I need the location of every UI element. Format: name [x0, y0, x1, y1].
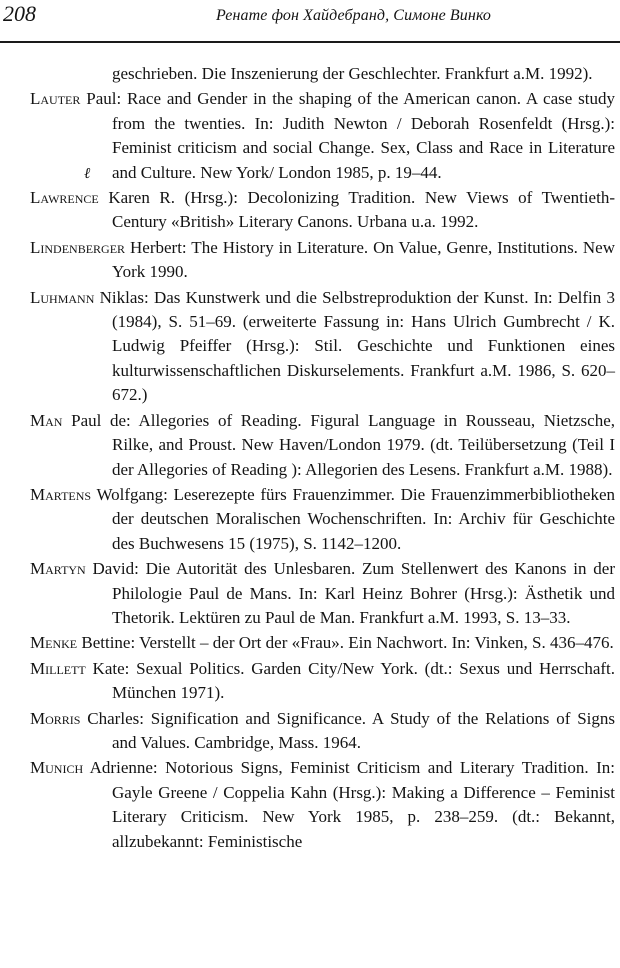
entry-author: Lauter — [30, 89, 81, 109]
page-header — [0, 0, 620, 44]
bibliography-entry — [0, 631, 615, 655]
entry-author: Martyn — [30, 559, 86, 579]
entry-author: Lindenberger — [30, 237, 126, 257]
margin-mark: ℓ — [84, 166, 91, 182]
entry-text: Kate: Sexual Politics. Garden City/New York. (dt.: Sexus und Herrschaft. München 1971). — [85, 658, 615, 703]
entry-text: Karen R. (Hrsg.): Decolonizing Tradition. New Views of Twentieth-Century «British» Literary Canons. Urbana u.a. 1992. — [98, 188, 615, 232]
entry-author: Menke — [30, 633, 78, 653]
bibliography-entry — [0, 409, 615, 482]
page-number: 208 — [3, 1, 36, 26]
bibliography-entry — [0, 236, 615, 285]
entry-author: Munich — [30, 758, 84, 778]
entry-text: Herbert: The History in Literature. On Value, Genre, Institutions. New York 1990. — [112, 237, 615, 282]
running-head: Ренате фон Хайдебранд, Симоне Винко — [216, 7, 492, 24]
entry-text: Niklas: Das Kunstwerk und die Selbstreproduktion der Kunst. In: Delfin 3 (1984), S. 51–69. (erweiterte Fassung in: Hans Ulrich Gumbrecht / K. Ludwig Pfeiffer (Hrsg.): Stil. Geschichte und Funktionen eines kulturwissenschaftlichen Diskurselements. Frankfurt a.M. 1986, S. 620–672.) — [94, 287, 615, 405]
bibliography-entry — [0, 286, 615, 408]
entry-text: Paul: Race and Gender in the shaping of the American canon. A case study from the twenties. In: Judith Newton / Deborah Rosenfeldt (Hrsg.): Feminist criticism and social Change. Sex, Class and Race in Literature and Culture. New York/ London 1985, p. 19–44. — [80, 89, 615, 182]
bibliography-entry — [0, 657, 615, 706]
bibliography-entry — [0, 557, 615, 630]
entry-author: Luhmann — [30, 287, 95, 307]
bibliography-entry — [0, 62, 615, 86]
bibliography-entry — [0, 186, 615, 235]
entry-author: Man — [30, 410, 63, 430]
entry-author: Morris — [30, 708, 81, 728]
entry-text: Paul de: Allegories of Reading. Figural Language in Rousseau, Nietzsche, Rilke, and Proust. New Haven/London 1979. (dt. Teilübersetzung (Teil I der Allegories of Reading ): Allegorien des Lesens. Frankfurt a.M. 1988). — [62, 410, 615, 479]
bibliography-entry — [0, 483, 615, 556]
entry-text: David: Die Autorität des Unlesbaren. Zum Stellenwert des Kanons in der Philologie Paul de Mans. In: Karl Heinz Bohrer (Hrsg.): Ästhetik und Thetorik. Lektüren zu Paul de Man. Frankfurt a.M. 1993, S. 13–33. — [85, 559, 615, 627]
entry-text: geschrieben. Die Inszenierung der Geschlechter. Frankfurt a.M. 1992). — [112, 64, 593, 83]
entry-author: Millett — [30, 658, 86, 678]
bibliography-entry — [0, 87, 615, 185]
entry-text: Bettine: Verstellt – der Ort der «Frau». Ein Nachwort. In: Vinken, S. 436–476. — [77, 633, 614, 653]
entry-author: Lawrence — [30, 188, 99, 208]
bibliography-entry — [0, 707, 615, 756]
entry-author: Martens — [30, 484, 92, 504]
bibliography — [0, 62, 615, 854]
entry-text: Charles: Signification and Significance. A Study of the Relations of Signs and Values. Cambridge, Mass. 1964. — [80, 708, 615, 752]
entry-text: Wolfgang: Leserezepte fürs Frauenzimmer. Die Frauenzimmerbibliotheken der deutschen Moralischen Wochenschriften. In: Archiv für Geschichte des Buchwesens 15 (1975), S. 1142–1200. — [91, 484, 615, 553]
bibliography-entry — [0, 756, 615, 854]
entry-text: Adrienne: Notorious Signs, Feminist Criticism and Literary Tradition. In: Gayle Greene / Coppelia Kahn (Hrsg.): Making a Difference – Feminist Literary Criticism. New York 1985, p. 238–259. (dt.: Bekannt, allzubekannt: Feministische — [83, 758, 615, 851]
header-rule — [0, 41, 620, 43]
